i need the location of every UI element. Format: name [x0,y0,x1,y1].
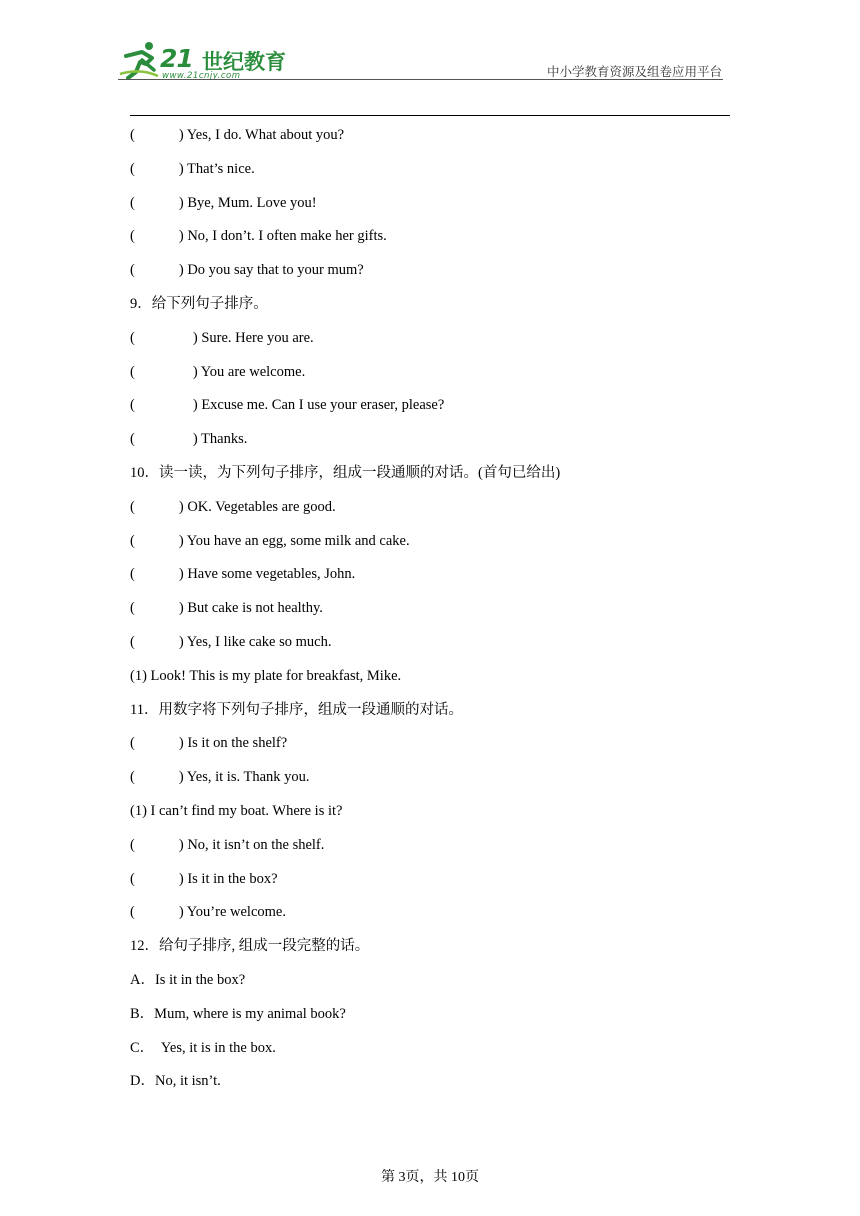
q10-item: ( ) You have an egg, some milk and cake. [130,532,410,549]
content-divider [130,115,730,116]
worksheet-body [130,124,740,1104]
q10-given-line: (1) Look! This is my plate for breakfast, Mike. [130,667,402,684]
q8-item: ( ) That’s nice. [130,160,255,177]
q11-title: 11．用数字将下列句子排序，组成一段通顺的对话。 [130,701,463,718]
q11-item: ( ) Is it on the shelf? [130,735,288,752]
q12-option-a: A．Is it in the box? [130,971,246,988]
q12-option-c: C． Yes, it is in the box. [130,1039,276,1056]
q10-item: ( ) But cake is not healthy. [130,600,323,617]
q8-item: ( ) Do you say that to your mum? [130,262,364,279]
q11-item: ( ) You’re welcome. [130,904,286,921]
q8-item: ( ) Bye, Mum. Love you! [130,194,317,211]
q9-item: ( ) Thanks. [130,431,248,448]
logo-number: 21 [160,44,193,73]
q10-item: ( ) Have some vegetables, John. [130,566,356,583]
q9-item: ( ) You are welcome. [130,363,306,380]
q10-item: ( ) OK. Vegetables are good. [130,498,336,515]
q12-title: 12．给句子排序, 组成一段完整的话。 [130,938,370,955]
running-figure-icon [118,38,162,82]
q11-item: ( ) Is it in the box? [130,870,278,887]
q12-option-b: B．Mum, where is my animal book? [130,1005,346,1022]
q12-option-d: D．No, it isn’t. [130,1073,221,1090]
logo-text: 世纪教育 [202,50,286,74]
site-logo [118,38,288,82]
q8-item: ( ) Yes, I do. What about you? [130,127,345,143]
header-divider [118,79,723,80]
q9-title: 9．给下列句子排序。 [130,295,268,312]
q11-item: ( ) Yes, it is. Thank you. [130,769,310,786]
page-number: 第 3页，共 10页 [381,1170,479,1185]
q9-item: ( ) Sure. Here you are. [130,329,314,346]
q8-item: ( ) No, I don’t. I often make her gifts. [130,228,387,245]
page-header [0,0,860,120]
logo-url: www.21cnjy.com [162,71,241,81]
q10-item: ( ) Yes, I like cake so much. [130,633,332,650]
q10-title: 10．读一读，为下列句子排序，组成一段通顺的对话。(首句已给出) [130,464,561,481]
q11-given-line: (1) I can’t find my boat. Where is it? [130,802,343,819]
q9-item: ( ) Excuse me. Can I use your eraser, please? [130,397,445,414]
q11-item: ( ) No, it isn’t on the shelf. [130,836,325,853]
header-tagline: 中小学教育资源及组卷应用平台 [546,64,722,79]
